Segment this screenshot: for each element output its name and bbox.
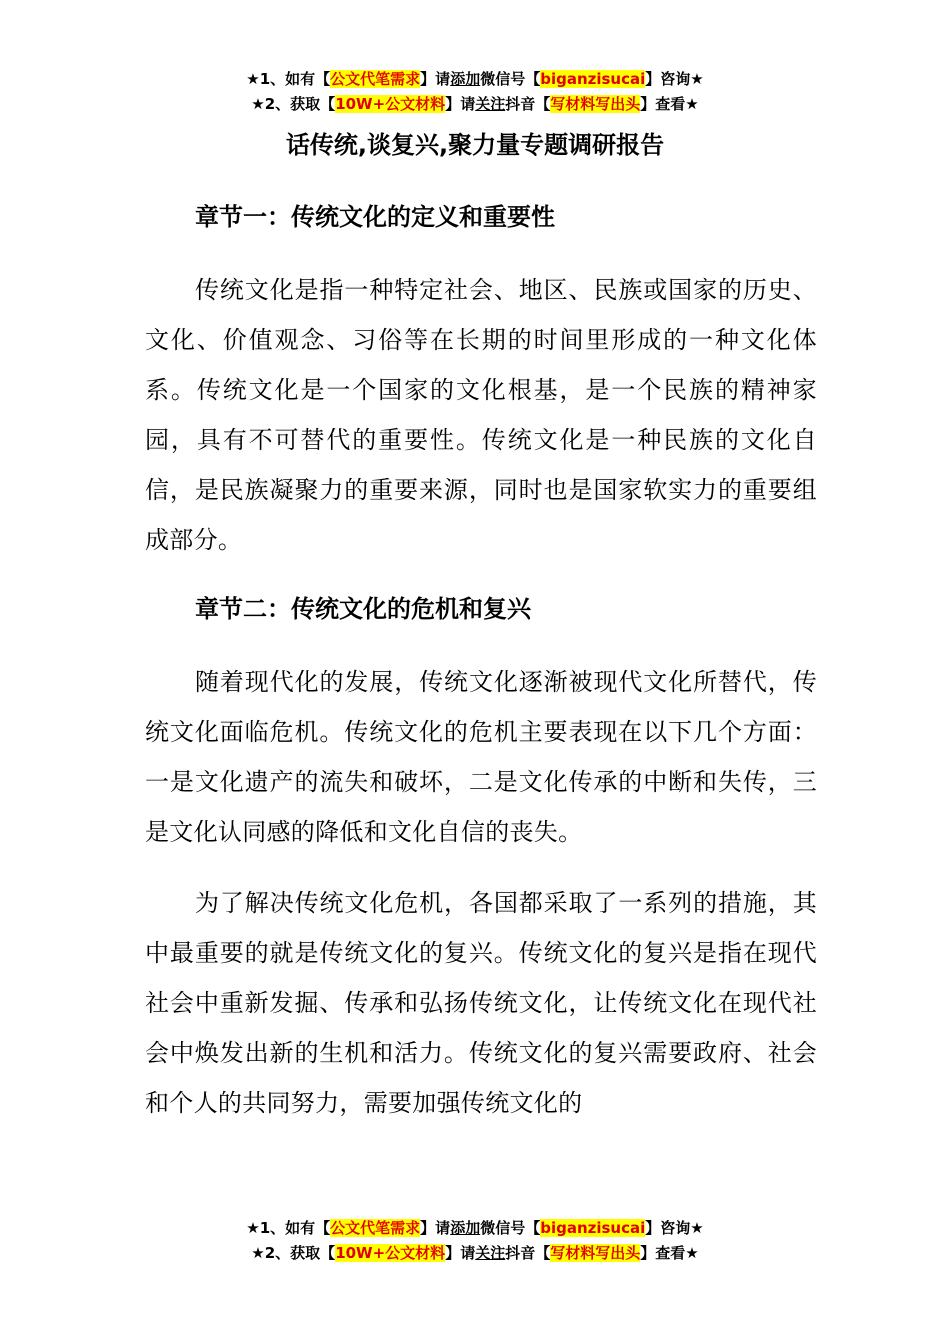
- banner-line-1: ★1、如有【公文代笔需求】请添加微信号【biganzisucai】咨询★: [246, 70, 704, 88]
- section-2-paragraph-2: 为了解决传统文化危机，各国都采取了一系列的措施，其中最重要的就是传统文化的复兴。传统文化的复兴是指在现代社会中重新发掘、传承和弘扬传统文化，让传统文化在现代社会中焕发出新的生机和活力。传统文化的复兴需要政府、社会和个人的共同努力，需要加强传统文化的: [145, 889, 817, 1117]
- highlight-wechat-id: biganzisucai: [540, 70, 646, 88]
- highlight-materials: 10W+公文材料: [335, 95, 446, 113]
- highlight-douyin: 写材料写出头: [550, 95, 641, 113]
- header-banner: [0, 67, 950, 117]
- section-2: [145, 584, 817, 634]
- section-1-body: [145, 265, 817, 565]
- section-1-heading: 章节一：传统文化的定义和重要性: [195, 203, 555, 231]
- banner-line-1: ★1、如有【公文代笔需求】请添加微信号【biganzisucai】咨询★: [246, 1219, 704, 1237]
- banner-line-2: ★2、获取【10W+公文材料】请关注抖音【写材料写出头】查看★: [251, 95, 699, 113]
- section-2-body-2: [145, 878, 817, 1128]
- highlight-materials: 10W+公文材料: [335, 1244, 446, 1262]
- banner-line-2: ★2、获取【10W+公文材料】请关注抖音【写材料写出头】查看★: [251, 1244, 699, 1262]
- section-2-body-1: [145, 657, 817, 857]
- section-1-paragraph: 传统文化是指一种特定社会、地区、民族或国家的历史、文化、价值观念、习俗等在长期的时间里形成的一种文化体系。传统文化是一个国家的文化根基，是一个民族的精神家园，具有不可替代的重要性。传统文化是一种民族的文化自信，是民族凝聚力的重要来源，同时也是国家软实力的重要组成部分。: [145, 276, 817, 554]
- section-1: [145, 192, 817, 242]
- highlight-service: 公文代笔需求: [330, 1219, 421, 1237]
- highlight-service: 公文代笔需求: [330, 70, 421, 88]
- document-title: 话传统,谈复兴,聚力量专题调研报告: [285, 131, 665, 159]
- section-2-heading: 章节二：传统文化的危机和复兴: [195, 595, 531, 623]
- highlight-douyin: 写材料写出头: [550, 1244, 641, 1262]
- footer-banner: [0, 1216, 950, 1266]
- section-2-paragraph-1: 随着现代化的发展，传统文化逐渐被现代文化所替代，传统文化面临危机。传统文化的危机主要表现在以下几个方面：一是文化遗产的流失和破坏，二是文化传承的中断和失传，三是文化认同感的降低和文化自信的丧失。: [145, 668, 817, 846]
- highlight-wechat-id: biganzisucai: [540, 1219, 646, 1237]
